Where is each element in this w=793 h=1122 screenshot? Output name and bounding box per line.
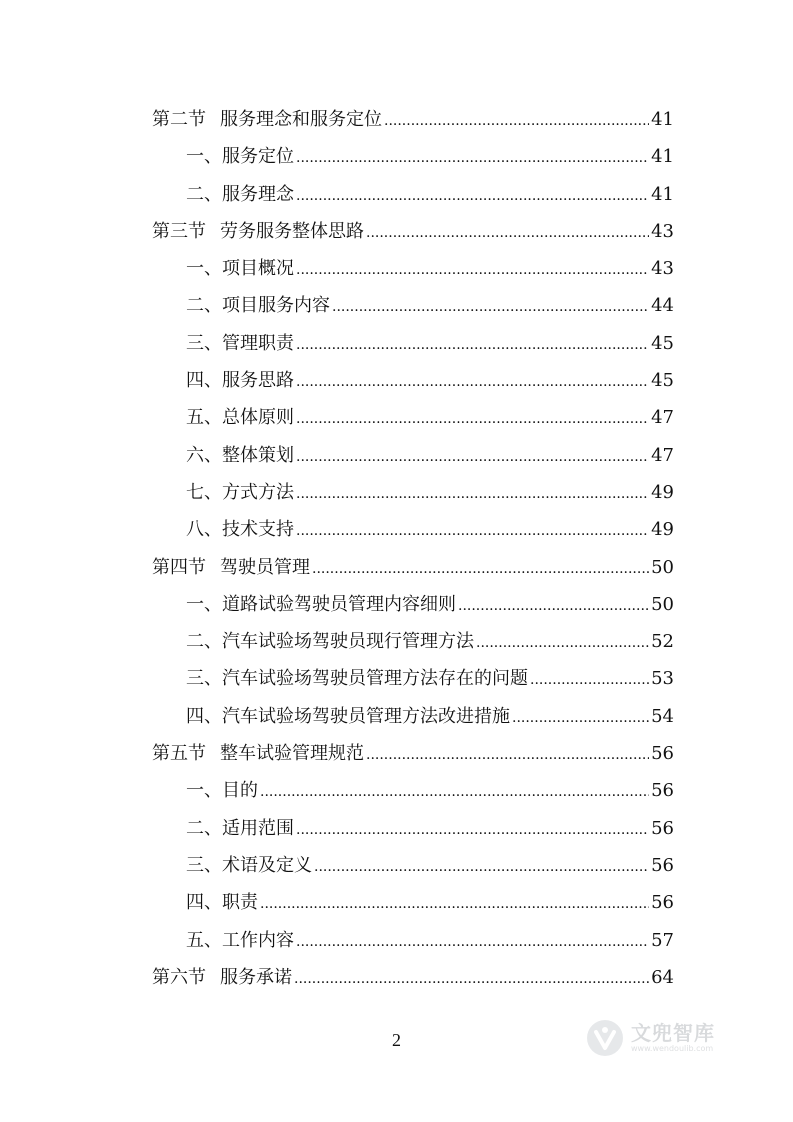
toc-entry-prefix: 一、: [186, 780, 222, 802]
toc-entry-page: 56: [651, 892, 674, 914]
toc-dot-leader: [476, 625, 649, 662]
toc-dot-leader: [530, 662, 649, 699]
toc-entry[interactable]: [152, 362, 674, 399]
toc-entry-page: 56: [651, 743, 674, 765]
toc-entry-label: [152, 549, 310, 586]
toc-entry[interactable]: [152, 549, 674, 586]
toc-dot-leader: [296, 439, 649, 476]
toc-entry-label: [152, 959, 292, 996]
toc-entry[interactable]: [152, 922, 674, 959]
toc-entry-page: 49: [651, 519, 674, 541]
toc-dot-leader: [296, 252, 649, 289]
toc-entry-title: 服务理念和服务定位: [220, 109, 382, 130]
toc-entry-title: 汽车试验场驾驶员管理方法存在的问题: [222, 668, 528, 690]
toc-entry[interactable]: [152, 959, 674, 996]
toc-entry-title: 服务思路: [222, 370, 294, 392]
watermark-logo-icon: [585, 1018, 625, 1058]
toc-dot-leader: [260, 886, 649, 923]
toc-entry-prefix: 二、: [186, 817, 222, 839]
toc-entry[interactable]: [152, 586, 674, 623]
watermark: [585, 1018, 715, 1058]
toc-entry[interactable]: [152, 250, 674, 287]
toc-entry[interactable]: [152, 138, 674, 175]
toc-entry-title: 技术支持: [222, 519, 294, 541]
toc-entry[interactable]: [152, 474, 674, 511]
toc-entry-prefix: 第二节: [152, 109, 206, 130]
toc-entry-label: [186, 176, 294, 213]
toc-entry-prefix: 六、: [186, 444, 222, 466]
toc-dot-leader: [366, 737, 649, 774]
toc-entry-page: 41: [651, 146, 674, 168]
toc-entry-page: 50: [651, 593, 674, 615]
toc-entry-label: [186, 698, 510, 735]
toc-entry-label: [186, 660, 528, 697]
toc-dot-leader: [296, 178, 649, 215]
toc-entry-prefix: 三、: [186, 332, 222, 354]
toc-dot-leader: [296, 364, 649, 401]
toc-entry-title: 整车试验管理规范: [220, 743, 364, 765]
toc-entry-label: [186, 847, 312, 884]
toc-entry-label: [186, 884, 258, 921]
toc-entry-label: [186, 362, 294, 399]
toc-entry-label: [186, 810, 294, 847]
toc-entry[interactable]: [152, 176, 674, 213]
toc-entry-title: 术语及定义: [222, 854, 312, 876]
toc-dot-leader: [296, 476, 649, 513]
toc-entry-page: 57: [651, 929, 674, 951]
toc-entry-page: 41: [651, 183, 674, 205]
toc-entry-title: 方式方法: [222, 481, 294, 503]
toc-dot-leader: [458, 588, 649, 625]
toc-entry-page: 53: [651, 668, 674, 690]
toc-entry-title: 管理职责: [222, 332, 294, 354]
toc-entry-label: [186, 437, 294, 474]
toc-dot-leader: [296, 327, 649, 364]
toc-entry[interactable]: [152, 810, 674, 847]
table-of-contents: [152, 101, 674, 996]
toc-entry-label: [186, 250, 294, 287]
toc-entry-label: [186, 399, 294, 436]
toc-entry-title: 服务定位: [222, 146, 294, 168]
toc-entry-page: 54: [651, 705, 674, 727]
toc-entry-label: [186, 772, 258, 809]
toc-entry-prefix: 三、: [186, 854, 222, 876]
toc-entry-title: 道路试验驾驶员管理内容细则: [222, 593, 456, 615]
toc-entry-prefix: 第三节: [152, 220, 206, 242]
toc-entry-prefix: 四、: [186, 370, 222, 392]
toc-entry-title: 项目服务内容: [222, 295, 330, 317]
toc-entry-label: [152, 735, 364, 772]
toc-entry-page: 64: [651, 966, 674, 988]
toc-entry-page: 52: [651, 631, 674, 653]
toc-dot-leader: [296, 513, 649, 550]
toc-entry-label: [186, 325, 294, 362]
toc-entry[interactable]: [152, 698, 674, 735]
toc-entry-title: 项目概况: [222, 258, 294, 280]
toc-entry-page: 56: [651, 780, 674, 802]
toc-entry-prefix: 二、: [186, 183, 222, 205]
toc-entry-title: 工作内容: [222, 929, 294, 951]
toc-dot-leader: [366, 215, 649, 252]
toc-entry-title: 服务承诺: [220, 966, 292, 988]
toc-entry[interactable]: [152, 884, 674, 921]
toc-entry-title: 驾驶员管理: [220, 556, 310, 578]
toc-entry-page: 47: [651, 444, 674, 466]
toc-entry-label: [152, 213, 364, 250]
toc-dot-leader: [512, 700, 649, 737]
toc-entry-label: [186, 586, 456, 623]
toc-entry-title: 职责: [222, 892, 258, 914]
toc-entry-page: 41: [651, 109, 674, 130]
toc-entry[interactable]: [152, 325, 674, 362]
toc-entry-page: 45: [651, 370, 674, 392]
toc-entry-page: 47: [651, 407, 674, 429]
toc-dot-leader: [260, 774, 649, 811]
toc-entry-title: 整体策划: [222, 444, 294, 466]
toc-entry-page: 50: [651, 556, 674, 578]
toc-entry-title: 劳务服务整体思路: [220, 220, 364, 242]
toc-entry-label: [186, 287, 330, 324]
toc-entry-label: [186, 511, 294, 548]
toc-entry[interactable]: [152, 437, 674, 474]
watermark-url: www.wendoulib.com: [631, 1044, 714, 1053]
toc-entry[interactable]: [152, 847, 674, 884]
toc-dot-leader: [384, 103, 649, 140]
toc-entry[interactable]: [152, 287, 674, 324]
toc-entry[interactable]: [152, 660, 674, 697]
toc-entry-prefix: 四、: [186, 705, 222, 727]
toc-entry-prefix: 三、: [186, 668, 222, 690]
toc-entry[interactable]: [152, 735, 674, 772]
toc-entry-title: 适用范围: [222, 817, 294, 839]
toc-entry-prefix: 八、: [186, 519, 222, 541]
toc-entry-label: [186, 922, 294, 959]
toc-entry-label: [186, 623, 474, 660]
toc-entry[interactable]: [152, 399, 674, 436]
toc-entry-prefix: 一、: [186, 258, 222, 280]
toc-entry-prefix: 一、: [186, 146, 222, 168]
toc-dot-leader: [332, 289, 649, 326]
toc-entry-title: 总体原则: [222, 407, 294, 429]
toc-entry[interactable]: [152, 623, 674, 660]
toc-entry[interactable]: [152, 213, 674, 250]
toc-entry-title: 汽车试验场驾驶员现行管理方法: [222, 631, 474, 653]
toc-entry-prefix: 第六节: [152, 966, 206, 988]
toc-entry-prefix: 五、: [186, 407, 222, 429]
toc-entry-label: [152, 101, 382, 138]
toc-entry-title: 目的: [222, 780, 258, 802]
toc-entry-page: 44: [651, 295, 674, 317]
toc-dot-leader: [312, 551, 649, 588]
toc-entry-label: [186, 138, 294, 175]
toc-entry-title: 服务理念: [222, 183, 294, 205]
toc-entry-page: 45: [651, 332, 674, 354]
toc-entry-page: 43: [651, 258, 674, 280]
toc-entry-title: 汽车试验场驾驶员管理方法改进措施: [222, 705, 510, 727]
toc-entry-page: 49: [651, 481, 674, 503]
toc-entry[interactable]: [152, 101, 674, 138]
toc-dot-leader: [296, 401, 649, 438]
toc-entry-prefix: 四、: [186, 892, 222, 914]
toc-dot-leader: [296, 140, 649, 177]
toc-entry-prefix: 七、: [186, 481, 222, 503]
toc-entry-prefix: 二、: [186, 631, 222, 653]
toc-entry-prefix: 一、: [186, 593, 222, 615]
toc-entry-prefix: 第五节: [152, 743, 206, 765]
page-number: 2: [392, 1030, 401, 1050]
toc-entry[interactable]: [152, 772, 674, 809]
watermark-title: 文兜智库: [631, 1021, 715, 1045]
toc-entry-prefix: 第四节: [152, 556, 206, 578]
toc-entry-label: [186, 474, 294, 511]
toc-dot-leader: [296, 812, 649, 849]
toc-dot-leader: [314, 849, 649, 886]
toc-entry-page: 56: [651, 817, 674, 839]
toc-entry-prefix: 五、: [186, 929, 222, 951]
toc-dot-leader: [296, 924, 649, 961]
toc-entry-page: 43: [651, 220, 674, 242]
toc-dot-leader: [294, 961, 649, 998]
toc-entry-page: 56: [651, 854, 674, 876]
toc-entry-prefix: 二、: [186, 295, 222, 317]
toc-entry[interactable]: [152, 511, 674, 548]
